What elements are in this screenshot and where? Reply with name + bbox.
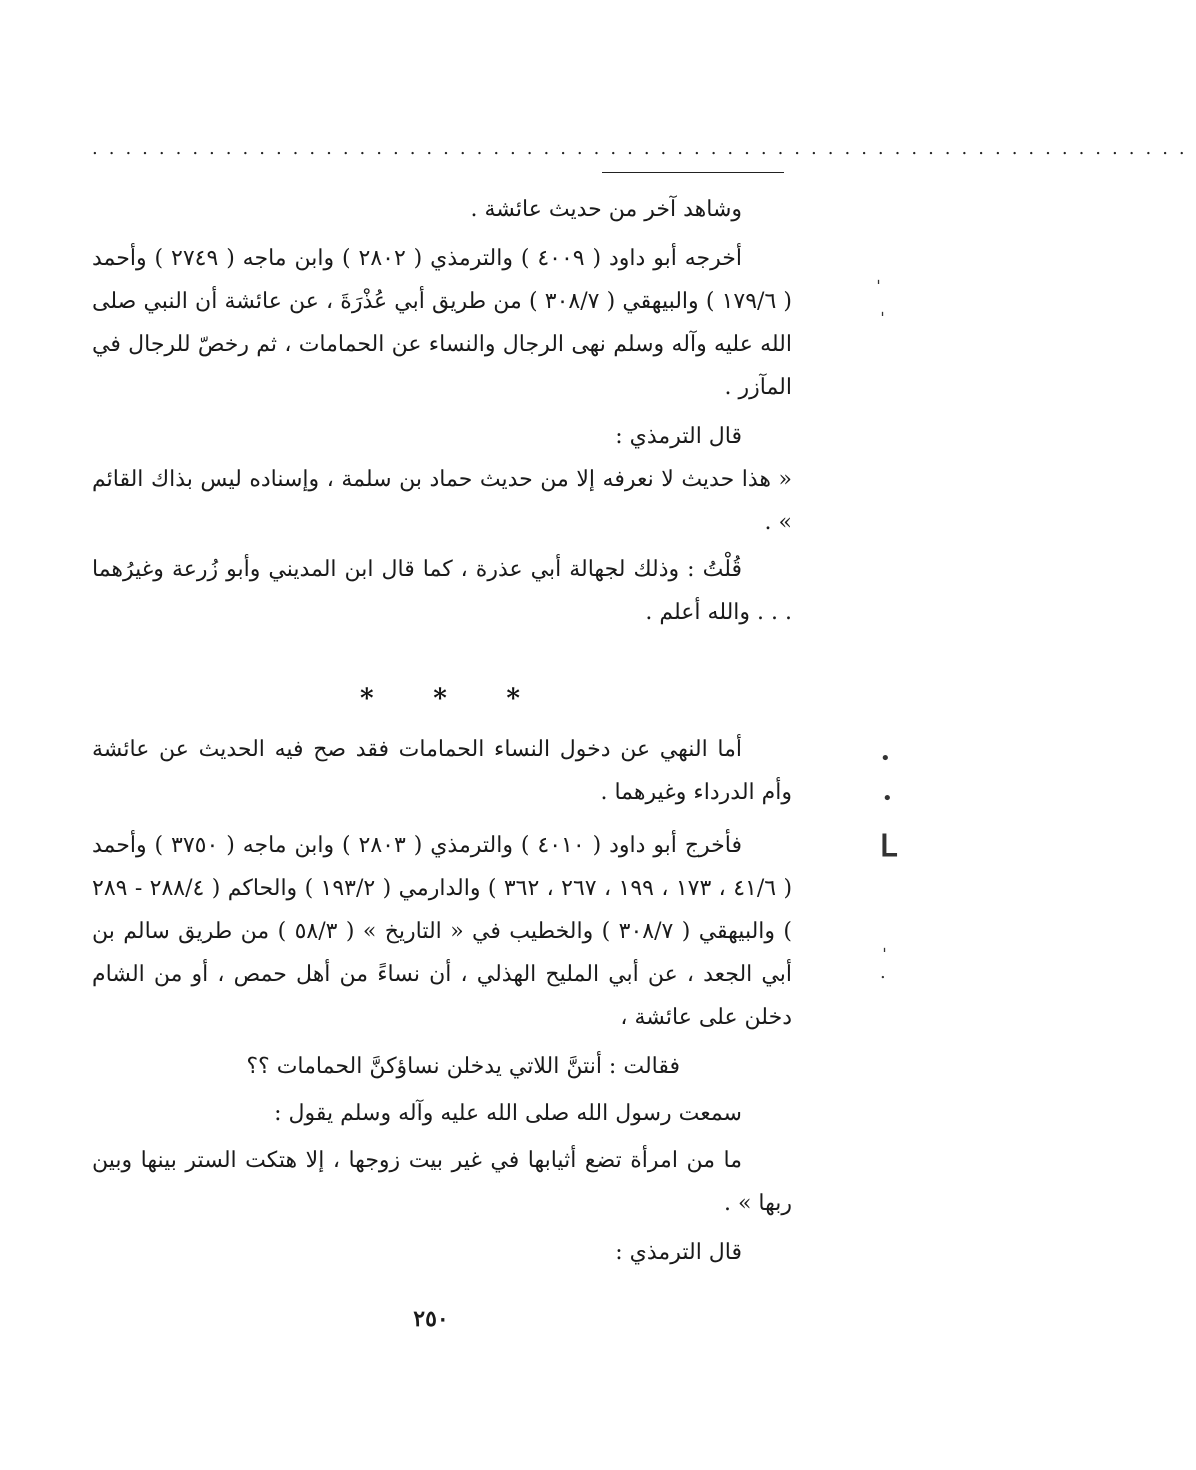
margin-tick-mark: ˌ	[876, 266, 881, 287]
paragraph-qultu: قُلْتُ : وذلك لجهالة أبي عذرة ، كما قال ابن المديني وأبو زُرعة وغيرُهما . . . والله أعلم .	[92, 557, 792, 625]
section-separator	[360, 686, 520, 712]
page-number: ٢٥٠	[413, 1306, 449, 1332]
paragraph-hadith-text: ما من امرأة تضع أثيابها في غير بيت زوجها ، إلا هتكت الستر بينها وبين ربها » .	[92, 1148, 792, 1216]
star-separator: *	[360, 684, 374, 714]
paragraph-tirmidhi-said-2: قال الترمذي :	[615, 1240, 742, 1265]
paragraph-takhrij-1: أخرجه أبو داود ( ٤٠٠٩ ) والترمذي ( ٢٨٠٢ ) وابن ماجه ( ٢٧٤٩ ) وأحمد ( ١٧٩/٦ ) والبيهقي ( ٣٠٨/٧ ) من طريق أبي عُذْرَةَ ، عن عائشة أن النبي صلى الله عليه وآله وسلم نهى الرجال والنساء عن الحمامات ، ثم رخصّ للرجال في المآزر .	[92, 246, 793, 400]
paragraph-tirmidhi-said-1: قال الترمذي :	[615, 424, 742, 449]
margin-dot-mark: •	[882, 788, 893, 809]
margin-dot-mark: .	[880, 962, 886, 983]
footnote-rule	[602, 172, 784, 173]
paragraph-tirmidhi-quote: « هذا حديث لا نعرفه إلا من حديث حماد بن سلمة ، وإسناده ليس بذاك القائم » .	[92, 467, 792, 535]
star-separator: *	[506, 684, 520, 714]
paragraph-heard-prophet: سمعت رسول الله صلى الله عليه وآله وسلم يقول :	[274, 1101, 742, 1126]
section-women-baths	[92, 728, 792, 1274]
margin-dot-mark: •	[880, 748, 891, 769]
margin-ink-mark: ᒪ	[880, 829, 897, 864]
section-aisha-hadith	[92, 188, 792, 634]
paragraph-takhrij-2: فأخرج أبو داود ( ٤٠١٠ ) والترمذي ( ٢٨٠٣ ) وابن ماجه ( ٣٧٥٠ ) وأحمد ( ٤١/٦ ، ١٧٣ ، ١٩٩ ، ٢٦٧ ، ٣٦٢ ) والدارمي ( ١٩٣/٢ ) والحاكم ( ٢٨٨/٤ - ٢٨٩ ) والبيهقي ( ٣٠٨/٧ ) والخطيب في « التاريخ » ( ٥٨/٣ ) من طريق سالم بن أبي الجعد ، عن أبي المليح الهذلي ، أن نساءً من أهل حمص ، أو من الشام دخلن على عائشة ،	[92, 833, 793, 1030]
dotted-separator: ..................................................................	[92, 138, 1196, 159]
star-separator: *	[433, 684, 447, 714]
margin-tick-mark: ˌ	[882, 934, 887, 955]
paragraph-prohibition: أما النهي عن دخول النساء الحمامات فقد صح فيه الحديث عن عائشة وأم الدرداء وغيرهما .	[92, 737, 792, 805]
paragraph-aisha-said: فقالت : أنتنَّ اللاتي يدخلن نساؤكنَّ الحمامات ؟؟	[246, 1054, 680, 1079]
margin-tick-mark: ˌ	[880, 298, 885, 319]
paragraph-witness: وشاهد آخر من حديث عائشة .	[470, 197, 742, 222]
